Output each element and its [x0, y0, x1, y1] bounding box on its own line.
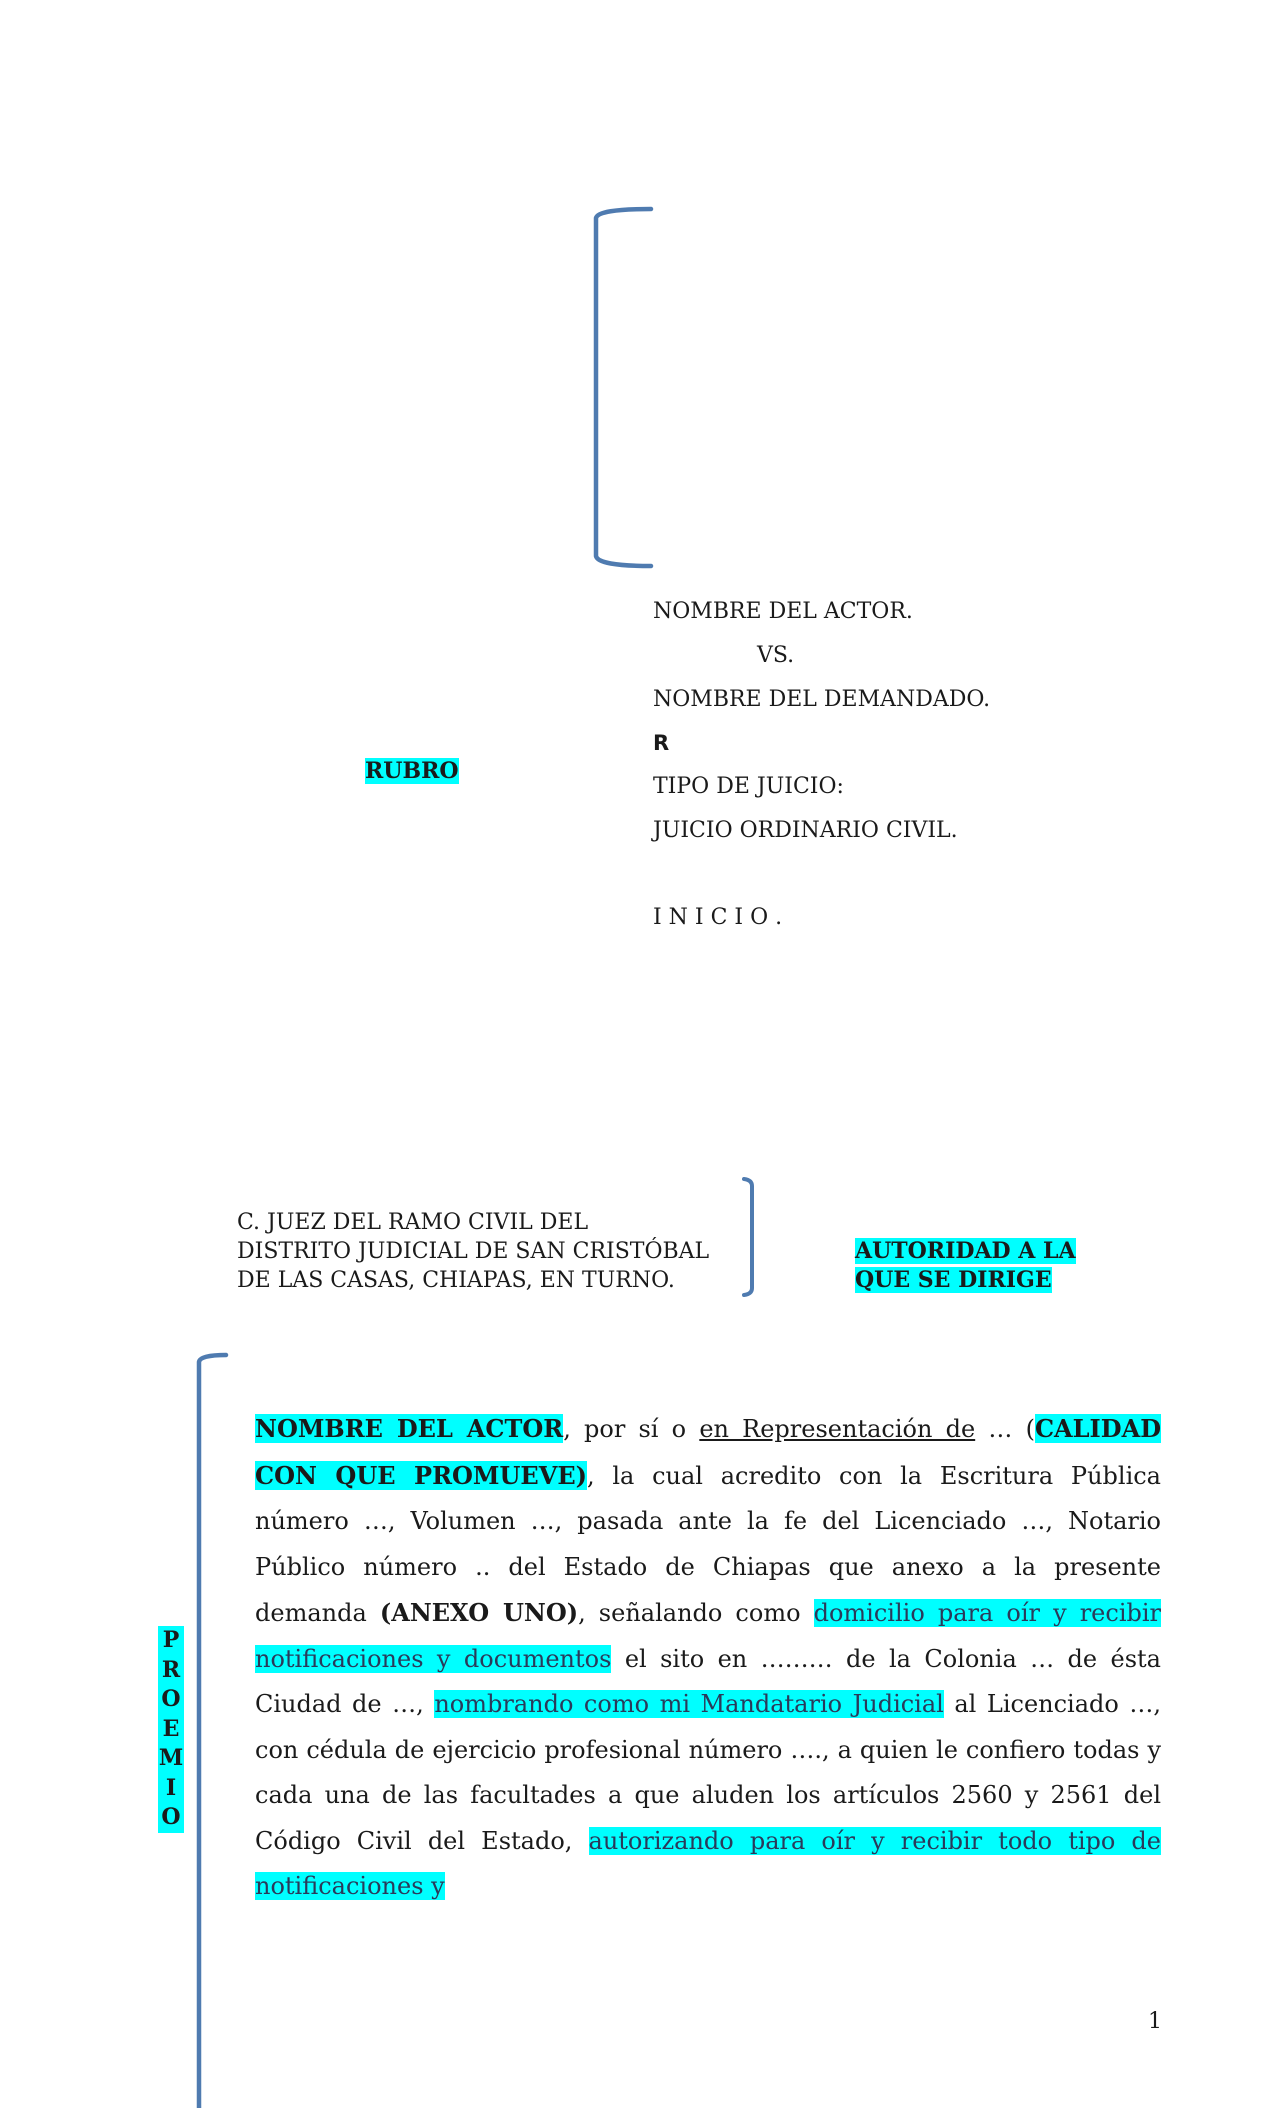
case-type-value: JUICIO ORDINARIO CIVIL.	[653, 818, 958, 843]
mandatary-highlight: nombrando como mi Mandatario Judicial	[434, 1690, 944, 1718]
proemio-letter: M	[158, 1744, 184, 1774]
proemio-letter: R	[158, 1656, 184, 1686]
inicio-label: I N I C I O .	[653, 905, 783, 930]
capacity-highlight: CALIDAD CON QUE PROMUEVE)	[255, 1414, 1162, 1490]
proemio-label	[158, 1626, 184, 1833]
defendant-name: NOMBRE DEL DEMANDADO.	[653, 687, 991, 712]
authority-label-line: QUE SE DIRIGE	[855, 1267, 1052, 1293]
page-number: 1	[1148, 2009, 1162, 2034]
domicile-highlight: domicilio para oír y recibir notificaciones y documentos	[255, 1599, 1162, 1673]
proemio-letter: I	[158, 1774, 184, 1804]
authority-line: DE LAS CASAS, CHIAPAS, EN TURNO.	[237, 1268, 675, 1293]
authorization-highlight: autorizando para oír y recibir todo tipo de notificaciones y	[255, 1826, 1161, 1900]
authority-address	[237, 1208, 737, 1295]
proemio-letter: E	[158, 1715, 184, 1745]
r-mark: R	[653, 731, 670, 755]
authority-line: C. JUEZ DEL RAMO CIVIL DEL	[237, 1210, 589, 1235]
authority-label-line: AUTORIDAD A LA	[855, 1238, 1076, 1264]
proemio-letter: O	[158, 1803, 184, 1833]
proemio-paragraph: NOMBRE DEL ACTOR, por sí o en Representación de … (CALIDAD CON QUE PROMUEVE), la cual acredito con la Escritura Pública número …, Volumen …, pasada ante la fe del Licenciado …, Notario Público número .. del Estado de Chiapas que anexo a la presente demanda (ANEXO UNO), señalando como domicilio para oír y recibir notificaciones y documentos el sito en ……… de la Colonia … de ésta Ciudad de …, nombrando como mi Mandatario Judicial al Licenciado …, con cédula de ejercicio profesional número …., a quien le confiero todas y cada una de las facultades a que aluden los artículos 2560 y 2561 del Código Civil del Estado, autorizando para oír y recibir todo tipo de notificaciones y	[255, 1414, 1162, 1900]
actor-name-highlight: NOMBRE DEL ACTOR	[255, 1414, 564, 1443]
authority-line: DISTRITO JUDICIAL DE SAN CRISTÓBAL	[237, 1239, 710, 1264]
proemio-letter: P	[158, 1626, 184, 1656]
actor-name: NOMBRE DEL ACTOR.	[653, 599, 913, 624]
case-type-label: TIPO DE JUICIO:	[653, 774, 844, 799]
proemio-letter: O	[158, 1685, 184, 1715]
annex-one: (ANEXO UNO)	[379, 1598, 579, 1627]
versus-label: VS.	[757, 643, 795, 668]
representation-underline: en Representación de	[699, 1415, 976, 1443]
rubro-label: RUBRO	[365, 758, 459, 784]
authority-label	[855, 1237, 1095, 1295]
